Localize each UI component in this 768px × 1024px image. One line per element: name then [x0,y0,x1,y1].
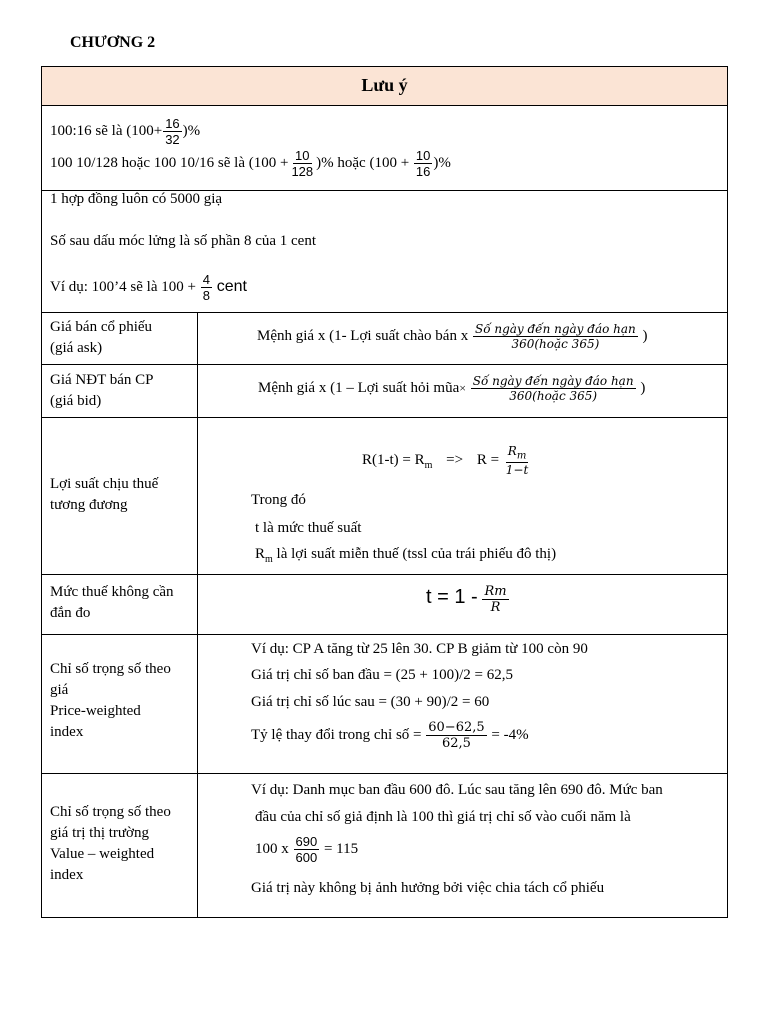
note-fraction-line-1: 100:16 sẽ là (100+ $\frac{16}{32}$ )% [50,116,201,147]
row-divider [42,364,727,365]
row-divider [42,105,727,106]
price-weighted-example: Ví dụ: CP A tăng từ 25 lên 30. CP B giảm từ 100 còn 90 [251,641,588,657]
row-divider [42,417,727,418]
row-label-ask: Giá bán cổ phiếu (giá ask) [50,319,153,356]
row-divider [42,574,727,575]
table-header-title: Lưu ý [361,75,408,95]
note-example: Ví dụ: 100’4 sẽ là 100 + $\frac{4}{8}$ cent [50,272,247,303]
formula-indifferent-tax: t = 1 - $\frac{Rm}{R}$ [426,584,507,615]
text-where: Trong đó [251,492,306,508]
value-weighted-note: Giá trị này không bị ảnh hưởng bởi việc chia tách cổ phiếu [251,880,605,896]
chapter-heading: CHƯƠNG 2 [70,34,156,51]
row-label-bid: Giá NĐT bán CP (giá bid) [50,372,154,409]
row-label-price-weighted: Chỉ số trọng số theo giá Price-weighted index [50,661,171,740]
value-weighted-example-line-1: Ví dụ: Danh mục ban đầu 600 đô. Lúc sau tăng lên 690 đô. Mức ban [251,782,663,798]
column-divider [197,312,198,917]
row-label-value-weighted: Chỉ số trọng số theo giá trị thị trường Value – weighted index [50,804,171,883]
notes-table [41,66,728,918]
row-label-taxable-yield: Lợi suất chịu thuế tương đương [50,476,159,513]
price-weighted-change: Tỷ lệ thay đổi trong chỉ số = $\frac{60-62,5}{62,5}$ = -4% [251,720,529,751]
row-divider [42,773,727,774]
text-rm-definition: $R_m$ là lợi suất miễn thuế (tssl của trái phiếu đô thị) [255,546,557,565]
price-weighted-initial: Giá trị chỉ số ban đầu = (25 + 100)/2 = 62,5 [251,667,514,683]
row-label-indifferent-tax: Mức thuế không cần đắn đo [50,584,174,621]
note-after-dash: Số sau dấu móc lửng là số phần 8 của 1 cent [50,233,316,249]
price-weighted-after: Giá trị chỉ số lúc sau = (30 + 90)/2 = 60 [251,694,490,710]
value-weighted-example-line-2: đầu của chỉ số giả định là 100 thì giá trị chỉ số vào cuối năm là [255,809,631,825]
row-divider [42,312,727,313]
value-weighted-result: 100 x $\frac{690}{600}$ = 115 [255,834,359,865]
text-t-definition: t là mức thuế suất [255,520,362,536]
formula-taxable-yield: $R(1-t) = R_m => R$ = $\frac{R_m}{1-t}$ [362,444,529,478]
note-fraction-line-2: 100 10/128 hoặc 100 10/16 sẽ là (100 + $\frac{10}{128}$ )% hoặc (100 + $\frac{10}{16}$ )% [50,148,451,179]
note-contract-size: 1 hợp đồng luôn có 5000 giạ [50,191,223,207]
formula-ask: Mệnh giá x (1- Lợi suất chào bán x $\frac{\text{Số ngày đến ngày đáo hạn}}{\text{360(hoặc 365)}}$ ) [257,322,648,351]
formula-bid: Mệnh giá x (1 – Lợi suất hỏi mũa× $\frac{\text{Số ngày đến ngày đáo hạn}}{\text{360(hoặc 365)}}$ ) [258,374,646,403]
row-divider [42,634,727,635]
